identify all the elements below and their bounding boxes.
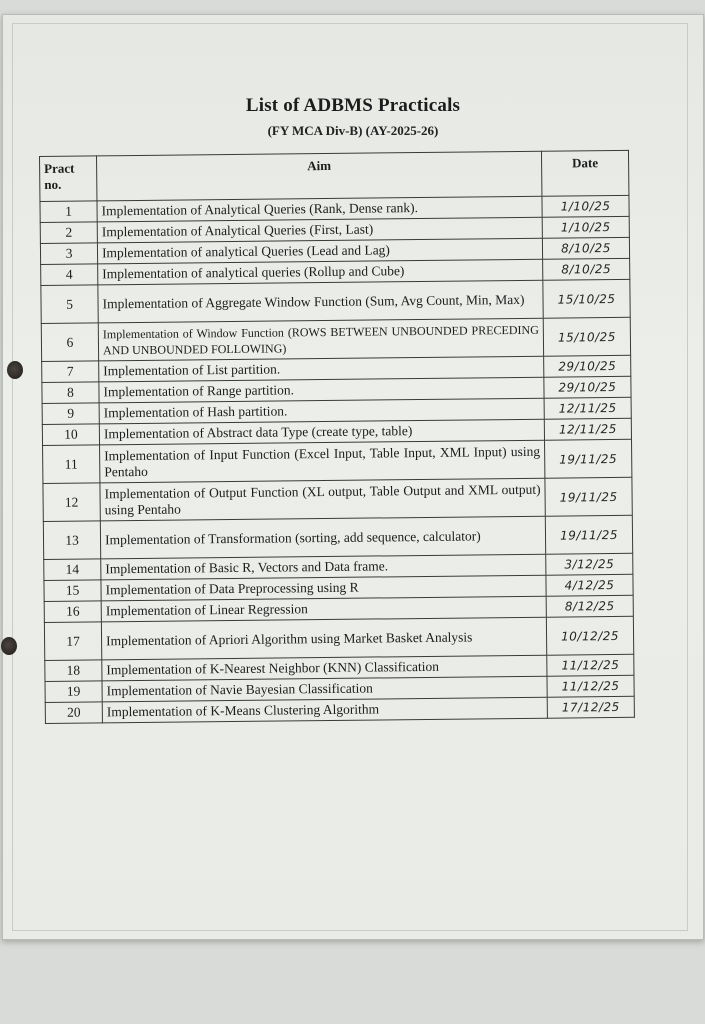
date-cell: 19/11/25: [545, 515, 632, 554]
aim-cell: Implementation of analytical Queries (Lead and Lag): [97, 238, 542, 264]
aim-cell: Implementation of Navie Bayesian Classification: [102, 676, 547, 702]
date-cell: 19/11/25: [545, 439, 632, 478]
pract-no-cell: 20: [45, 702, 102, 724]
aim-cell: Implementation of Apriori Algorithm using Market Basket Analysis: [101, 617, 546, 660]
table-row: [41, 317, 630, 361]
header-pract-no: Pract no.: [40, 156, 97, 202]
table-row: [44, 616, 633, 660]
table-row: [43, 439, 632, 483]
table-header-row: [40, 150, 629, 201]
practicals-table: [39, 150, 635, 724]
aim-cell: Implementation of Abstract data Type (create type, table): [99, 419, 544, 445]
pract-no-cell: 8: [42, 382, 99, 404]
date-cell: 17/12/25: [547, 696, 634, 718]
date-cell: 15/10/25: [543, 317, 630, 356]
date-cell: 8/10/25: [543, 258, 630, 280]
aim-cell: Implementation of Input Function (Excel Input, Table Input, XML Input) using Pentaho: [100, 440, 545, 483]
date-cell: 3/12/25: [546, 553, 633, 575]
date-cell: 19/11/25: [545, 477, 632, 516]
punch-hole-top: [7, 361, 23, 379]
date-cell: 11/12/25: [547, 675, 634, 697]
aim-cell: Implementation of Linear Regression: [101, 596, 546, 622]
pract-no-cell: 7: [42, 361, 99, 383]
aim-cell: Implementation of Transformation (sorting, add sequence, calculator): [100, 516, 545, 559]
date-cell: 1/10/25: [542, 195, 629, 217]
aim-cell: Implementation of analytical queries (Rollup and Cube): [98, 259, 543, 285]
pract-no-cell: 15: [44, 580, 101, 602]
document-title: List of ADBMS Practicals: [245, 95, 461, 116]
aim-cell: Implementation of Range partition.: [99, 377, 544, 403]
date-cell: 12/11/25: [544, 397, 631, 419]
pract-no-cell: 17: [44, 622, 101, 661]
pract-no-cell: 3: [40, 243, 97, 265]
date-cell: 10/12/25: [546, 616, 633, 655]
aim-cell: Implementation of Basic R, Vectors and Data frame.: [101, 554, 546, 580]
pract-no-cell: 1: [40, 201, 97, 223]
pract-no-cell: 12: [43, 483, 100, 522]
pract-no-cell: 16: [44, 601, 101, 623]
document-subtitle: (FY MCA Div-B) (AY-2025-26): [267, 123, 439, 138]
aim-cell: Implementation of K-Means Clustering Algorithm: [102, 697, 547, 723]
date-cell: 15/10/25: [543, 279, 630, 318]
date-cell: 1/10/25: [542, 216, 629, 238]
pract-no-cell: 2: [40, 222, 97, 244]
pract-no-cell: 6: [41, 323, 98, 362]
date-cell: 8/12/25: [546, 595, 633, 617]
aim-cell: Implementation of Analytical Queries (Rank, Dense rank).: [97, 196, 542, 222]
pract-no-cell: 11: [43, 445, 100, 484]
punch-hole-bottom: [1, 637, 17, 655]
aim-cell: Implementation of Data Preprocessing using R: [101, 575, 546, 601]
pract-no-cell: 4: [41, 264, 98, 286]
date-cell: 4/12/25: [546, 574, 633, 596]
table-row: [43, 515, 632, 559]
paper-sheet: [2, 14, 704, 940]
date-cell: 29/10/25: [544, 355, 631, 377]
aim-cell: Implementation of K-Nearest Neighbor (KNN) Classification: [102, 655, 547, 681]
pract-no-cell: 13: [43, 521, 100, 560]
aim-cell: Implementation of Aggregate Window Function (Sum, Avg Count, Min, Max): [98, 280, 543, 323]
table-row: [41, 279, 630, 323]
pract-no-cell: 14: [44, 559, 101, 581]
pract-no-cell: 5: [41, 285, 98, 324]
pract-no-cell: 9: [42, 403, 99, 425]
date-cell: 12/11/25: [544, 418, 631, 440]
header-aim: Aim: [97, 151, 542, 201]
pract-no-cell: 10: [42, 424, 99, 446]
aim-cell: Implementation of Analytical Queries (First, Last): [97, 217, 542, 243]
table-row: [43, 477, 632, 521]
date-cell: 29/10/25: [544, 376, 631, 398]
aim-cell: Implementation of Output Function (XL output, Table Output and XML output) using Pentaho: [100, 478, 545, 521]
pract-no-cell: 19: [45, 681, 102, 703]
date-cell: 11/12/25: [547, 654, 634, 676]
header-date: Date: [541, 150, 628, 196]
aim-cell: Implementation of Hash partition.: [99, 398, 544, 424]
pract-no-cell: 18: [45, 660, 102, 682]
date-cell: 8/10/25: [542, 237, 629, 259]
aim-cell: Implementation of Window Function (ROWS BETWEEN UNBOUNDED PRECEDING AND UNBOUNDED FOLLOWING): [98, 318, 543, 361]
aim-cell: Implementation of List partition.: [99, 356, 544, 382]
